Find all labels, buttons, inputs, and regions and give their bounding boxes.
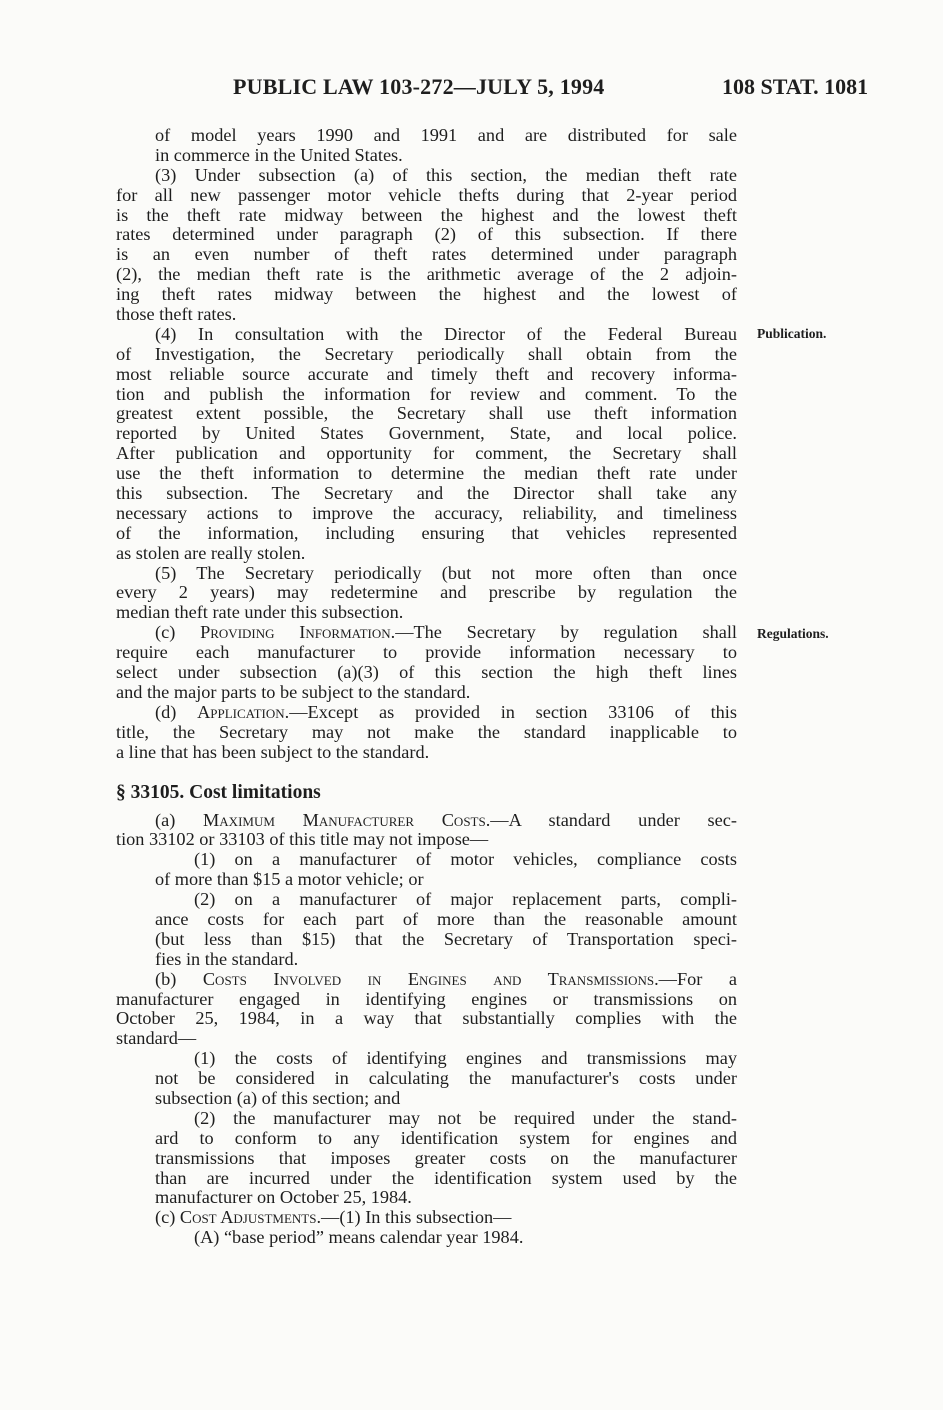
subsection-heading: Maximum Manufacturer Costs <box>203 809 486 830</box>
margin-note-regulations: Regulations. <box>757 626 829 641</box>
text-line: necessary actions to improve the accuracy, reliability, and timeliness <box>116 502 737 523</box>
subsection-label: (b) <box>155 968 203 989</box>
text-line: than are incurred under the identification system used by the <box>155 1167 737 1188</box>
subsection-label: (c) <box>155 1207 180 1228</box>
subsection-label: (c) <box>155 622 201 643</box>
text-line: (4) In consultation with the Director of the Federal Bureau <box>155 323 737 344</box>
text-line: (but less than $15) that the Secretary of Transportation speci- <box>155 928 737 949</box>
text-line: of Investigation, the Secretary periodically shall obtain from the <box>116 343 737 364</box>
text-line: as stolen are really stolen. <box>116 542 306 563</box>
text-line: (5) The Secretary periodically (but not more often than once <box>155 562 737 583</box>
text-line: (1) the costs of identifying engines and transmissions may <box>194 1048 737 1069</box>
subsection-heading: Cost Adjustments <box>179 1207 317 1228</box>
text-line: is the theft rate midway between the highest and the lowest theft <box>116 204 737 225</box>
text-line: title, the Secretary may not make the standard inapplicable to <box>116 721 737 742</box>
text-line: of the information, including ensuring that vehicles represented <box>116 522 737 543</box>
text-line: not be considered in calculating the manufacturer's costs under <box>155 1068 737 1089</box>
text-line <box>116 623 737 643</box>
text-line: (2) on a manufacturer of major replacement parts, compli- <box>194 889 737 910</box>
subsection-text: .—The Secretary by regulation shall <box>390 622 737 643</box>
text-line: tion and publish the information for review and comment. To the <box>116 383 737 404</box>
text-line: median theft rate under this subsection. <box>116 602 404 623</box>
text-line: most reliable source accurate and timely theft and recovery informa- <box>116 363 737 384</box>
text-line: use the theft information to determine the median theft rate under <box>116 463 737 484</box>
running-header-title: PUBLIC LAW 103-272—JULY 5, 1994 <box>233 74 605 99</box>
text-line <box>116 970 737 990</box>
text-line: in commerce in the United States. <box>155 144 403 165</box>
text-line: ance costs for each part of more than the reasonable amount <box>155 908 737 929</box>
subsection-text: .—For a <box>654 968 737 989</box>
text-line: standard— <box>116 1028 197 1049</box>
text-line: require each manufacturer to provide information necessary to <box>116 642 737 663</box>
subsection-heading: Costs Involved in Engines and Transmissions <box>202 968 655 989</box>
subsection-label: (a) <box>155 809 204 830</box>
section-heading: § 33105. Cost limitations <box>116 781 321 803</box>
text-line <box>116 1208 737 1228</box>
text-line: ing theft rates midway between the highest and the lowest of <box>116 284 737 305</box>
text-line: (1) on a manufacturer of motor vehicles, compliance costs <box>194 849 737 870</box>
text-line: manufacturer engaged in identifying engines or transmissions on <box>116 988 737 1009</box>
text-line <box>116 811 737 831</box>
text-line: greatest extent possible, the Secretary shall use theft information <box>116 403 737 424</box>
statute-body <box>116 126 737 1248</box>
margin-note-publication: Publication. <box>757 326 827 341</box>
text-line: of more than $15 a motor vehicle; or <box>155 869 424 890</box>
text-line: rates determined under paragraph (2) of this subsection. If there <box>116 224 737 245</box>
text-line: those theft rates. <box>116 304 237 325</box>
text-line: this subsection. The Secretary and the Director shall take any <box>116 483 737 504</box>
text-line: of model years 1990 and 1991 and are distributed for sale <box>155 125 737 145</box>
text-line: (2) the manufacturer may not be required under the stand- <box>194 1107 737 1128</box>
text-line: subsection (a) of this section; and <box>155 1087 401 1108</box>
subsection-heading: Providing Information <box>200 622 391 643</box>
text-line: October 25, 1984, in a way that substantially complies with the <box>116 1008 737 1029</box>
text-line: (A) “base period” means calendar year 1984. <box>194 1227 524 1248</box>
subsection-heading: Application <box>197 701 285 722</box>
text-line: and the major parts to be subject to the standard. <box>116 681 471 702</box>
text-line: (3) Under subsection (a) of this section, the median theft rate <box>155 164 737 185</box>
text-line: a line that has been subject to the standard. <box>116 741 430 762</box>
text-line: tion 33102 or 33103 of this title may not impose— <box>116 829 489 850</box>
text-line: reported by United States Government, State, and local police. <box>116 423 737 444</box>
text-line: is an even number of theft rates determined under paragraph <box>116 244 737 265</box>
text-line: for all new passenger motor vehicle thefts during that 2-year period <box>116 184 737 205</box>
text-line: fies in the standard. <box>155 948 299 969</box>
text-line: every 2 years) may redetermine and prescribe by regulation the <box>116 582 737 603</box>
subsection-text: .—A standard under sec- <box>485 809 737 830</box>
text-line: ard to conform to any identification system for engines and <box>155 1127 737 1148</box>
subsection-text: .—(1) In this subsection— <box>316 1207 512 1228</box>
text-line: transmissions that imposes greater costs on the manufacturer <box>155 1147 737 1168</box>
subsection-label: (d) <box>155 701 198 722</box>
text-line: After publication and opportunity for comment, the Secretary shall <box>116 443 737 464</box>
text-line: manufacturer on October 25, 1984. <box>155 1187 412 1208</box>
text-line <box>116 703 737 723</box>
text-line: (2), the median theft rate is the arithmetic average of the 2 adjoin- <box>116 264 737 285</box>
text-line: select under subsection (a)(3) of this section the high theft lines <box>116 662 737 683</box>
page-number-stat: 108 STAT. 1081 <box>722 74 869 99</box>
subsection-text: .—Except as provided in section 33106 of this <box>284 701 737 722</box>
